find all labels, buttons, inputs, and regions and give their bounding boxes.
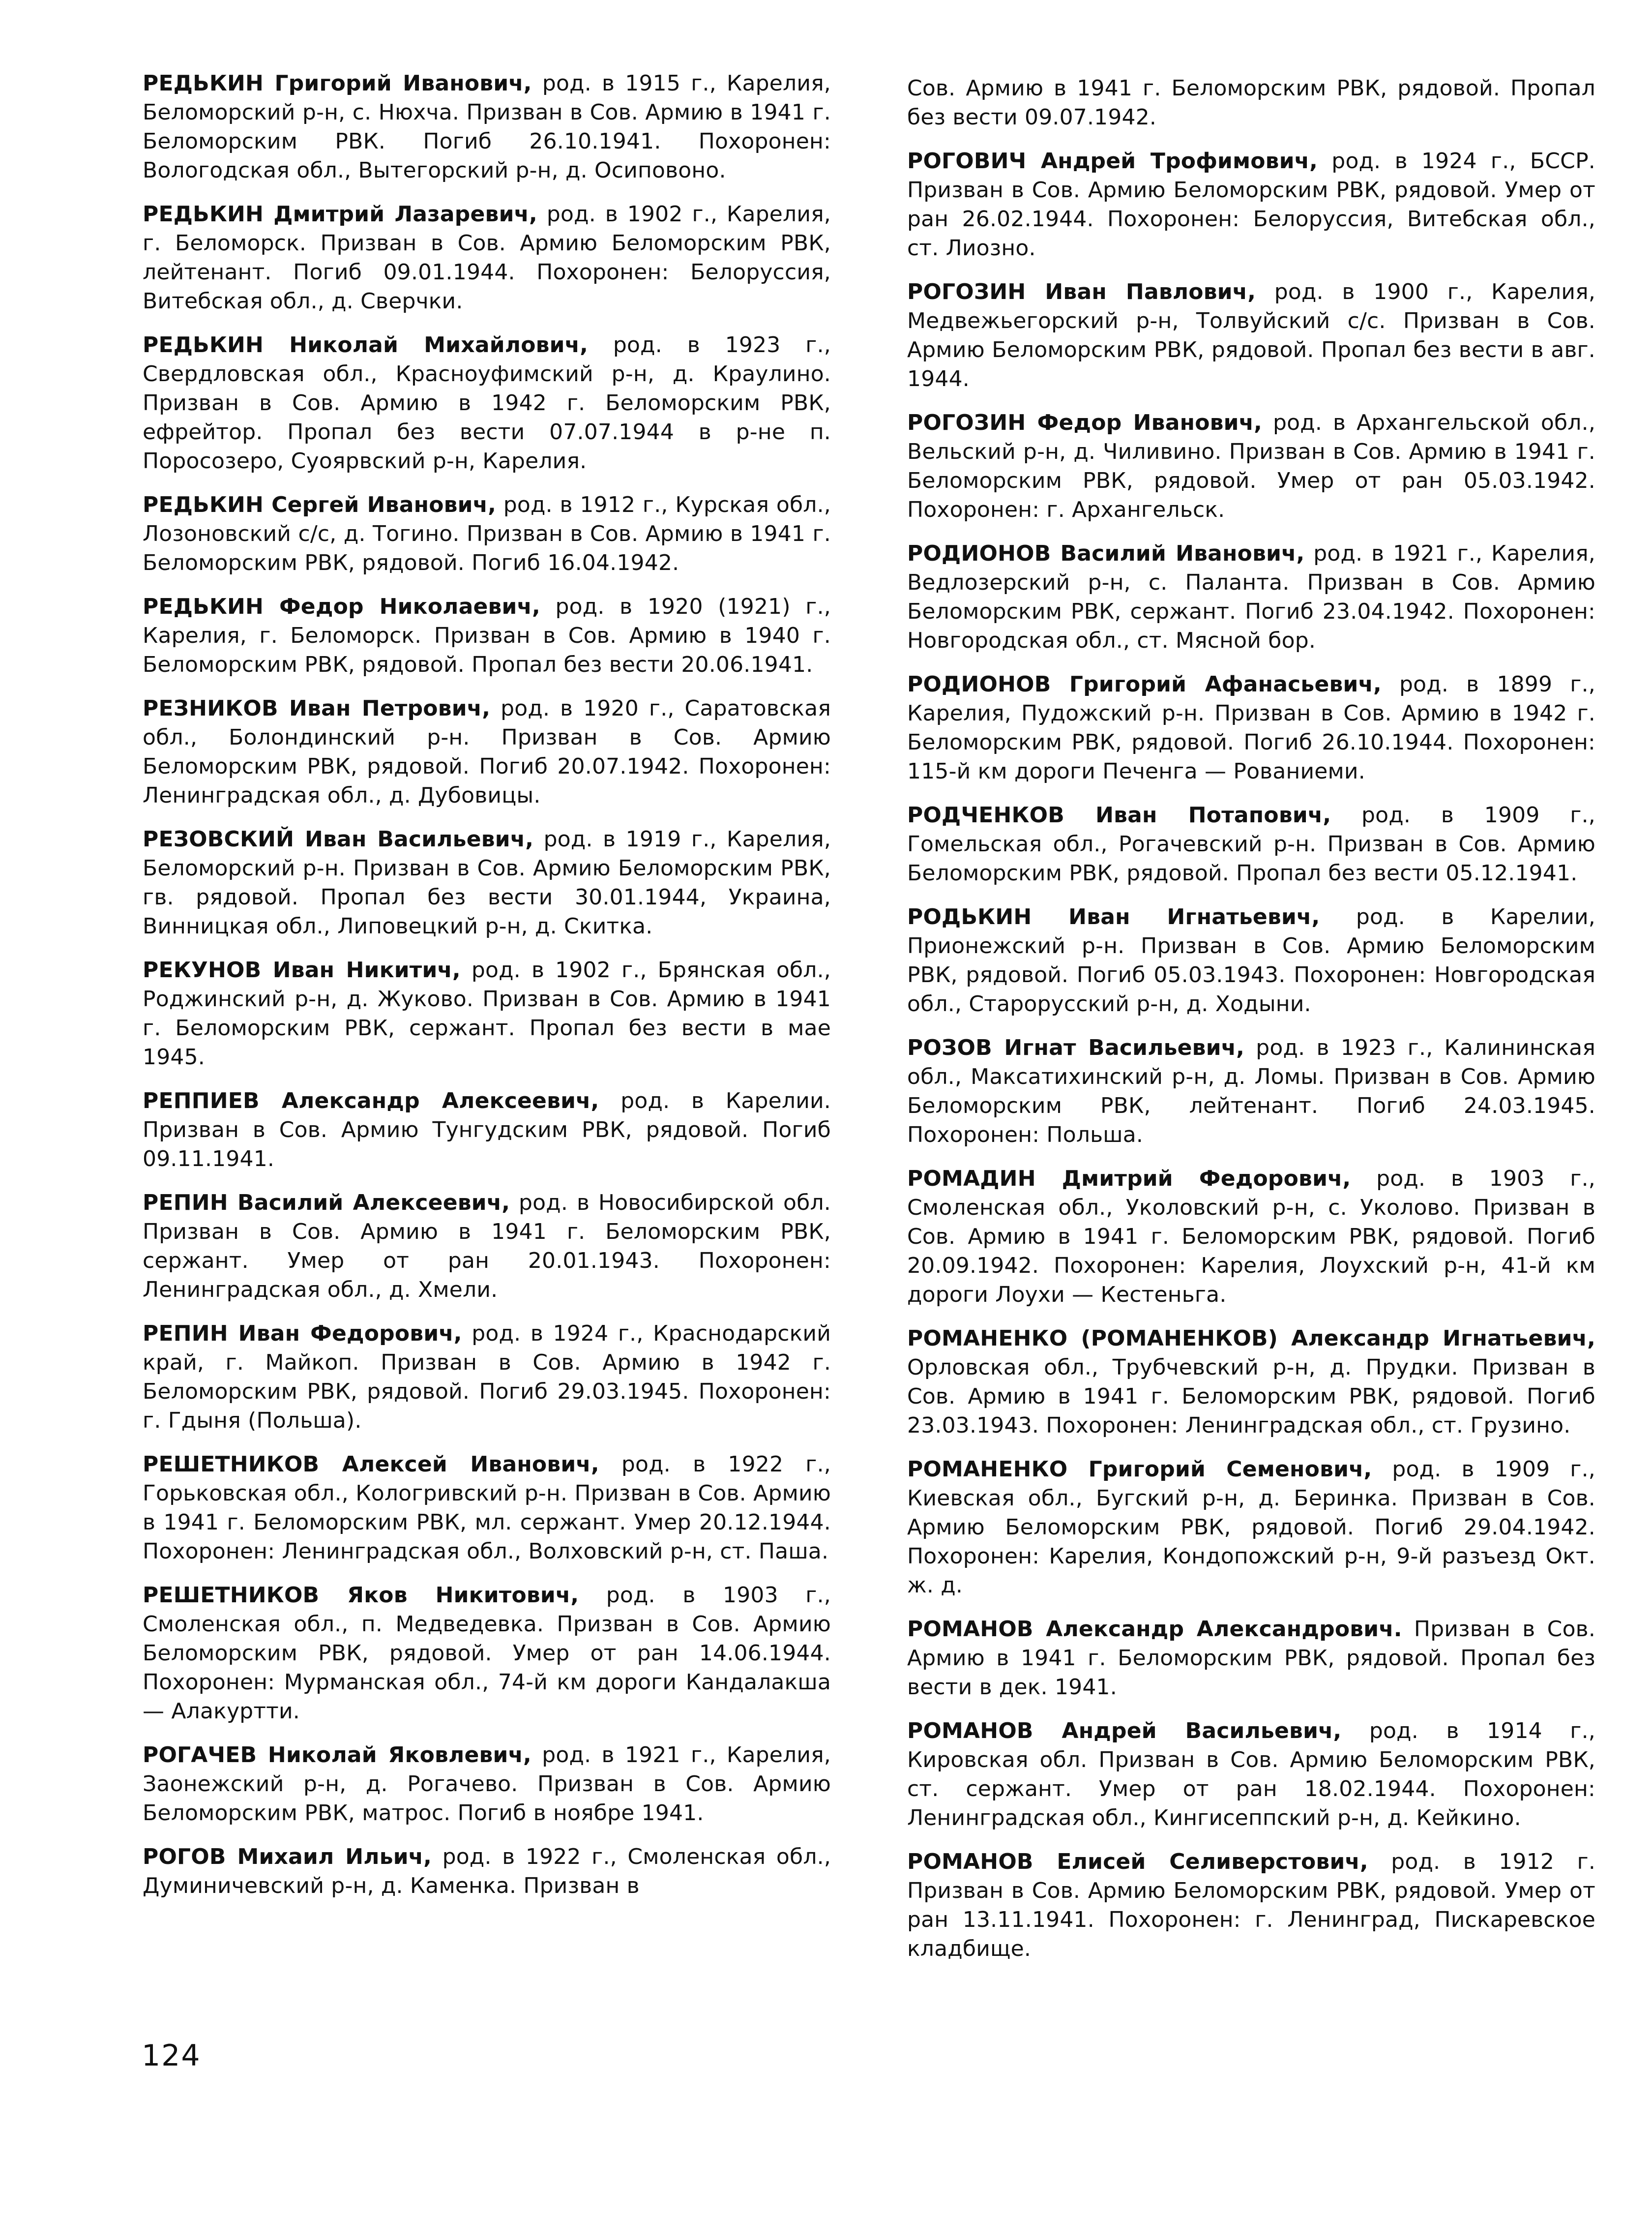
- entry-text: род. в 1921 г., Карелия, Ведлозерский р-н, с. Паланта. Призван в Сов. Армию Беломорским РВК, сержант. Погиб 23.04.1942. Похоронен: Новгородская обл., ст. Мясной бор.: [907, 541, 1595, 653]
- entry: [143, 1086, 831, 1173]
- entry: [907, 147, 1595, 263]
- entry: [143, 1581, 831, 1726]
- entry: [143, 69, 831, 185]
- entry: [907, 1164, 1595, 1309]
- entry-text: род. в 1899 г., Карелия, Пудожский р-н. Призван в Сов. Армию в 1942 г. Беломорским РВК, рядовой. Погиб 26.10.1944. Похоронен: 115-й км дороги Печенга — Рованиеми.: [907, 672, 1595, 784]
- entry: [907, 670, 1595, 786]
- entry-name: РОМАНОВ Елисей Селиверстович,: [907, 1849, 1368, 1874]
- entry-text: род. в 1909 г., Киевская обл., Бугский р-н, д. Беринка. Призван в Сов. Армию Беломорским РВК, рядовой. Погиб 29.04.1942. Похоронен: Карелия, Кондопожский р-н, 9-й разъезд Окт. ж. д.: [907, 1457, 1595, 1598]
- entry-text: род. в 1902 г., Карелия, г. Беломорск. Призван в Сов. Армию Беломорским РВК, лейтенант. Погиб 09.01.1944. Похоронен: Белоруссия, Витебская обл., д. Сверчки.: [143, 202, 831, 314]
- entry-text: род. в 1912 г., Курская обл., Лозоновский с/с, д. Тогино. Призван в Сов. Армию в 1941 г. Беломорским РВК, рядовой. Погиб 16.04.1942.: [143, 492, 831, 575]
- entry: [907, 1033, 1595, 1149]
- entry-text: род. в 1919 г., Карелия, Беломорский р-н. Призван в Сов. Армию Беломорским РВК, гв. рядовой. Пропал без вести 30.01.1944, Украина, Винницкая обл., Липовецкий р-н, д. Скитка.: [143, 827, 831, 939]
- entry: [143, 1450, 831, 1566]
- entry-name: РОМАНОВ Андрей Васильевич,: [907, 1718, 1342, 1743]
- entry-text: Орловская обл., Трубчевский р-н, д. Прудки. Призван в Сов. Армию в 1941 г. Беломорским РВК, рядовой. Погиб 23.03.1943. Похоронен: Ленинградская обл., ст. Грузино.: [907, 1355, 1595, 1438]
- entry: [143, 1842, 831, 1900]
- entry-text: род. в 1922 г., Смоленская обл., Думиничевский р-н, д. Каменка. Призван в: [143, 1844, 831, 1898]
- entry-text: род. в 1924 г., БССР. Призван в Сов. Армию Беломорским РВК, рядовой. Умер от ран 26.02.1944. Похоронен: Белоруссия, Витебская обл., ст. Лиозно.: [907, 149, 1595, 261]
- entry-name: РОГОЗИН Иван Павлович,: [907, 279, 1256, 304]
- entry-text: Призван в Сов. Армию в 1941 г. Беломорским РВК, рядовой. Пропал без вести в дек. 1941.: [907, 1617, 1596, 1700]
- page-number: 124: [142, 2039, 201, 2073]
- entry-name: РЕШЕТНИКОВ Алексей Иванович,: [143, 1452, 599, 1477]
- entry: [143, 694, 831, 810]
- entry: [907, 1716, 1595, 1832]
- entry-name: РЕДЬКИН Дмитрий Лазаревич,: [143, 202, 537, 227]
- entry: [907, 902, 1595, 1019]
- entry-text: род. в 1914 г., Кировская обл. Призван в Сов. Армию Беломорским РВК, ст. сержант. Умер от ран 18.02.1944. Похоронен: Ленинградская обл., Кингисеппский р-н, д. Кейкино.: [907, 1718, 1595, 1830]
- entry-name: РЕЗОВСКИЙ Иван Васильевич,: [143, 827, 534, 852]
- entry-text: род. в Новосибирской обл. Призван в Сов. Армию в 1941 г. Беломорским РВК, сержант. Умер от ран 20.01.1943. Похоронен: Ленинградская обл., д. Хмели.: [143, 1190, 831, 1302]
- entry: [907, 1324, 1595, 1440]
- entry-name: РОДИОНОВ Григорий Афанасьевич,: [907, 672, 1382, 697]
- entry-name: РЕЗНИКОВ Иван Петрович,: [143, 696, 491, 721]
- entry-name: РОМАНЕНКО Григорий Семенович,: [907, 1457, 1372, 1482]
- entry-text: род. в 1909 г., Гомельская обл., Рогачевский р-н. Призван в Сов. Армию Беломорским РВК, рядовой. Пропал без вести 05.12.1941.: [907, 803, 1595, 886]
- entry-name: РЕППИЕВ Александр Алексеевич,: [143, 1088, 599, 1113]
- entry: [143, 592, 831, 679]
- entry-name: РЕДЬКИН Григорий Иванович,: [143, 71, 532, 96]
- entry: [143, 825, 831, 941]
- entry: [143, 200, 831, 316]
- entry: [143, 956, 831, 1072]
- entry-name: РОГОЗИН Федор Иванович,: [907, 410, 1263, 435]
- entry: [907, 1847, 1595, 1963]
- entry-text: род. в 1923 г., Калининская обл., Максатихинский р-н, д. Ломы. Призван в Сов. Армию Беломорским РВК, лейтенант. Погиб 24.03.1945. Похоронен: Польша.: [907, 1035, 1595, 1147]
- entry-text: род. в 1920 г., Саратовская обл., Болондинский р-н. Призван в Сов. Армию Беломорским РВК, рядовой. Погиб 20.07.1942. Похоронен: Ленинградская обл., д. Дубовицы.: [143, 696, 831, 808]
- entry-text: Сов. Армию в 1941 г. Беломорским РВК, рядовой. Пропал без вести 09.07.1942.: [907, 76, 1595, 130]
- entry: [143, 330, 831, 476]
- left-column: [143, 69, 831, 1915]
- entry-name: РОМАНЕНКО (РОМАНЕНКОВ) Александр Игнатьевич,: [907, 1326, 1595, 1351]
- entry: [143, 490, 831, 577]
- entry-name: РОДЬКИН Иван Игнатьевич,: [907, 904, 1320, 930]
- entry-name: РЕДЬКИН Сергей Иванович,: [143, 492, 497, 517]
- entry-text: род. в 1900 г., Карелия, Медвежьегорский р-н, Толвуйский с/с. Призван в Сов. Армию Беломорским РВК, рядовой. Пропал без вести в авг. 1944.: [907, 279, 1596, 391]
- entry: [907, 801, 1595, 888]
- entry-name: РОМАДИН Дмитрий Федорович,: [907, 1166, 1351, 1191]
- entry: [907, 74, 1595, 132]
- entry-name: РЕКУНОВ Иван Никитич,: [143, 958, 461, 983]
- entry-text: род. в Карелии. Призван в Сов. Армию Тунгудским РВК, рядовой. Погиб 09.11.1941.: [143, 1088, 831, 1171]
- entry: [143, 1740, 831, 1828]
- entry-text: род. в 1921 г., Карелия, Заонежский р-н, д. Рогачево. Призван в Сов. Армию Беломорским РВК, матрос. Погиб в ноябре 1941.: [143, 1742, 831, 1826]
- entry-name: РЕПИН Иван Федорович,: [143, 1321, 462, 1346]
- entry-name: РЕШЕТНИКОВ Яков Никитович,: [143, 1583, 579, 1608]
- entry-text: род. в Карелии, Прионежский р-н. Призван в Сов. Армию Беломорским РВК, рядовой. Погиб 05.03.1943. Похоронен: Новгородская обл., Старорусский р-н, д. Ходыни.: [907, 904, 1595, 1017]
- entry-name: РОМАНОВ Александр Александрович.: [907, 1617, 1402, 1642]
- entry-name: РЕДЬКИН Федор Николаевич,: [143, 594, 540, 619]
- entry: [143, 1188, 831, 1304]
- entry-text: род. в 1903 г., Смоленская обл., п. Медведевка. Призван в Сов. Армию Беломорским РВК, рядовой. Умер от ран 14.06.1944. Похоронен: Мурманская обл., 74-й км дороги Кандалакша — Алакуртти.: [143, 1583, 831, 1724]
- entry-text: род. в 1920 (1921) г., Карелия, г. Беломорск. Призван в Сов. Армию в 1940 г. Беломорским РВК, рядовой. Пропал без вести 20.06.1941.: [143, 594, 831, 677]
- entry-name: РЕДЬКИН Николай Михайлович,: [143, 332, 589, 358]
- entry: [907, 1455, 1595, 1600]
- entry-name: РОДИОНОВ Василий Иванович,: [907, 541, 1305, 566]
- entry-text: род. в Архангельской обл., Вельский р-н, д. Чиливино. Призван в Сов. Армию в 1941 г. Беломорским РВК, рядовой. Умер от ран 05.03.1942. Похоронен: г. Архангельск.: [907, 410, 1596, 522]
- entry-name: РОГОВИЧ Андрей Трофимович,: [907, 149, 1318, 174]
- entry-name: РОЗОВ Игнат Васильевич,: [907, 1035, 1245, 1060]
- entry-name: РЕПИН Василий Алексеевич,: [143, 1190, 510, 1215]
- entry-text: род. в 1924 г., Краснодарский край, г. Майкоп. Призван в Сов. Армию в 1942 г. Беломорским РВК, рядовой. Погиб 29.03.1945. Похоронен: г. Гдыня (Польша).: [143, 1321, 831, 1433]
- entry: [907, 408, 1595, 524]
- entry-text: род. в 1922 г., Горьковская обл., Кологривский р-н. Призван в Сов. Армию в 1941 г. Беломорским РВК, мл. сержант. Умер 20.12.1944. Похоронен: Ленинградская обл., Волховский р-н, ст. Паша.: [143, 1452, 831, 1564]
- entry-name: РОГАЧЕВ Николай Яковлевич,: [143, 1742, 531, 1768]
- entry-text: род. в 1903 г., Смоленская обл., Уколовский р-н, с. Уколово. Призван в Сов. Армию в 1941 г. Беломорским РВК, рядовой. Погиб 20.09.1942. Похоронен: Карелия, Лоухский р-н, 41-й км дороги Лоухи — Кестеньга.: [907, 1166, 1595, 1307]
- entry: [907, 1615, 1595, 1702]
- entry: [143, 1319, 831, 1435]
- right-column: [907, 74, 1595, 1978]
- entry-text: род. в 1902 г., Брянская обл., Роджинский р-н, д. Жуково. Призван в Сов. Армию в 1941 г. Беломорским РВК, сержант. Пропал без вести в мае 1945.: [143, 958, 831, 1070]
- entry-text: род. в 1912 г. Призван в Сов. Армию Беломорским РВК, рядовой. Умер от ран 13.11.1941. Похоронен: г. Ленинград, Пискаревское кладбище.: [907, 1849, 1596, 1961]
- entry: [907, 539, 1595, 655]
- entry-name: РОДЧЕНКОВ Иван Потапович,: [907, 803, 1331, 828]
- entry-text: род. в 1915 г., Карелия, Беломорский р-н, с. Нюхча. Призван в Сов. Армию в 1941 г. Беломорским РВК. Погиб 26.10.1941. Похоронен: Вологодская обл., Вытегорский р-н, д. Осиповоно.: [143, 71, 831, 183]
- entry-name: РОГОВ Михаил Ильич,: [143, 1844, 432, 1869]
- entry: [907, 277, 1595, 393]
- entry-text: род. в 1923 г., Свердловская обл., Красноуфимский р-н, д. Краулино. Призван в Сов. Армию в 1942 г. Беломорским РВК, ефрейтор. Пропал без вести 07.07.1944 в р-не п. Поросозеро, Суоярвский р-н, Карелия.: [143, 332, 831, 474]
